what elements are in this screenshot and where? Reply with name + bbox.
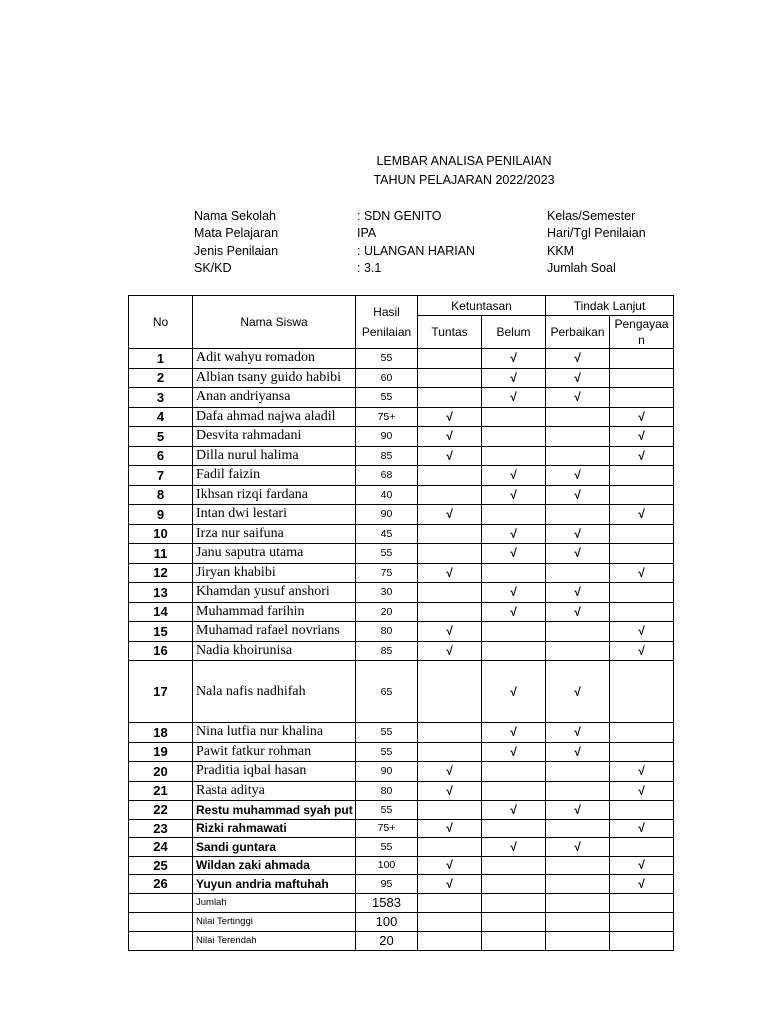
- tuntas-mark: √: [418, 563, 482, 583]
- row-number: 13: [129, 583, 193, 603]
- score-value: 90: [356, 505, 418, 525]
- perbaikan-mark: [546, 762, 610, 782]
- summary-blank: [546, 893, 610, 912]
- table-row: [129, 544, 674, 564]
- tuntas-mark: [418, 466, 482, 486]
- belum-mark: [482, 781, 546, 801]
- row-number: 9: [129, 505, 193, 525]
- header-pengayaan-line1: Pengayaa: [614, 317, 669, 331]
- belum-mark: √: [482, 723, 546, 743]
- pengayaan-mark: √: [610, 856, 674, 875]
- score-value: 55: [356, 723, 418, 743]
- pengayaan-mark: [610, 485, 674, 505]
- belum-mark: √: [482, 583, 546, 603]
- belum-mark: [482, 407, 546, 427]
- perbaikan-mark: √: [546, 544, 610, 564]
- student-name: Irza nur saifuna: [193, 524, 356, 544]
- row-number: 7: [129, 466, 193, 486]
- table-header-row: [129, 296, 674, 316]
- table-row: [129, 819, 674, 838]
- belum-mark: [482, 762, 546, 782]
- row-number: 1: [129, 349, 193, 369]
- belum-mark: √: [482, 661, 546, 723]
- score-value: 90: [356, 427, 418, 447]
- tuntas-mark: [418, 661, 482, 723]
- perbaikan-mark: √: [546, 661, 610, 723]
- info-label: SK/KD: [194, 261, 232, 275]
- perbaikan-mark: [546, 856, 610, 875]
- row-number: 4: [129, 407, 193, 427]
- belum-mark: [482, 446, 546, 466]
- pengayaan-mark: [610, 583, 674, 603]
- score-value: 65: [356, 661, 418, 723]
- pengayaan-mark: [610, 801, 674, 820]
- belum-mark: √: [482, 485, 546, 505]
- pengayaan-mark: [610, 544, 674, 564]
- header-ketuntasan: Ketuntasan: [418, 296, 546, 316]
- score-value: 55: [356, 838, 418, 857]
- summary-row: [129, 893, 674, 912]
- pengayaan-mark: [610, 602, 674, 622]
- row-number: 6: [129, 446, 193, 466]
- summary-value: 1583: [356, 893, 418, 912]
- info-label: Mata Pelajaran: [194, 226, 279, 240]
- tuntas-mark: [418, 349, 482, 369]
- row-number: 20: [129, 762, 193, 782]
- score-value: 75+: [356, 819, 418, 838]
- header-pengayaan-line2: n: [638, 333, 645, 347]
- table-row: [129, 466, 674, 486]
- tuntas-mark: √: [418, 505, 482, 525]
- pengayaan-mark: √: [610, 407, 674, 427]
- header-score-line2: Penilaian: [361, 325, 412, 339]
- tuntas-mark: [418, 388, 482, 408]
- belum-mark: √: [482, 368, 546, 388]
- perbaikan-mark: [546, 407, 610, 427]
- score-value: 75: [356, 563, 418, 583]
- header-pengayaan: [610, 316, 674, 349]
- score-value: 75+: [356, 407, 418, 427]
- tuntas-mark: √: [418, 781, 482, 801]
- perbaikan-mark: √: [546, 524, 610, 544]
- score-value: 85: [356, 641, 418, 661]
- tuntas-mark: √: [418, 819, 482, 838]
- student-name: Dafa ahmad najwa aladil: [193, 407, 356, 427]
- table-row: [129, 349, 674, 369]
- tuntas-mark: [418, 524, 482, 544]
- pengayaan-mark: √: [610, 446, 674, 466]
- student-name: Wildan zaki ahmada: [193, 856, 356, 875]
- student-name: Ikhsan rizqi fardana: [193, 485, 356, 505]
- perbaikan-mark: [546, 875, 610, 894]
- student-name: Dilla nurul halima: [193, 446, 356, 466]
- table-row: [129, 781, 674, 801]
- perbaikan-mark: √: [546, 602, 610, 622]
- info-label: Nama Sekolah: [194, 209, 276, 223]
- perbaikan-mark: √: [546, 485, 610, 505]
- score-value: 100: [356, 856, 418, 875]
- student-name: Muhamad rafael novrians: [193, 622, 356, 642]
- row-number: 18: [129, 723, 193, 743]
- summary-row: [129, 931, 674, 950]
- table-row: [129, 505, 674, 525]
- student-name: Nina lutfia nur khalina: [193, 723, 356, 743]
- perbaikan-mark: √: [546, 801, 610, 820]
- pengayaan-mark: √: [610, 819, 674, 838]
- pengayaan-mark: √: [610, 427, 674, 447]
- belum-mark: [482, 427, 546, 447]
- tuntas-mark: [418, 583, 482, 603]
- pengayaan-mark: [610, 661, 674, 723]
- summary-row: [129, 912, 674, 931]
- score-value: 95: [356, 875, 418, 894]
- header-no: No: [129, 296, 193, 349]
- perbaikan-mark: √: [546, 723, 610, 743]
- table-row: [129, 723, 674, 743]
- table-row: [129, 875, 674, 894]
- summary-blank: [418, 893, 482, 912]
- perbaikan-mark: √: [546, 583, 610, 603]
- belum-mark: √: [482, 742, 546, 762]
- belum-mark: √: [482, 466, 546, 486]
- table-row: [129, 742, 674, 762]
- info-right-label: Kelas/Semester: [547, 209, 636, 223]
- student-name: Intan dwi lestari: [193, 505, 356, 525]
- tuntas-mark: √: [418, 407, 482, 427]
- header-name: Nama Siswa: [193, 296, 356, 349]
- row-number: 15: [129, 622, 193, 642]
- row-number: 12: [129, 563, 193, 583]
- perbaikan-mark: √: [546, 349, 610, 369]
- tuntas-mark: √: [418, 762, 482, 782]
- tuntas-mark: √: [418, 427, 482, 447]
- summary-blank: [482, 931, 546, 950]
- tuntas-mark: [418, 742, 482, 762]
- perbaikan-mark: [546, 781, 610, 801]
- table-row: [129, 762, 674, 782]
- header-score-line1: Hasil: [373, 305, 400, 319]
- perbaikan-mark: √: [546, 388, 610, 408]
- score-value: 80: [356, 622, 418, 642]
- pengayaan-mark: [610, 388, 674, 408]
- header-tindak-lanjut: Tindak Lanjut: [546, 296, 674, 316]
- perbaikan-mark: √: [546, 742, 610, 762]
- summary-blank: [610, 912, 674, 931]
- table-row: [129, 485, 674, 505]
- row-number: 14: [129, 602, 193, 622]
- row-number: 8: [129, 485, 193, 505]
- summary-value: 20: [356, 931, 418, 950]
- score-value: 30: [356, 583, 418, 603]
- tuntas-mark: [418, 368, 482, 388]
- document-subtitle: TAHUN PELAJARAN 2022/2023: [373, 173, 555, 187]
- table-row: [129, 641, 674, 661]
- table-row: [129, 368, 674, 388]
- tuntas-mark: [418, 801, 482, 820]
- belum-mark: [482, 819, 546, 838]
- header-belum: Belum: [482, 316, 546, 349]
- belum-mark: [482, 505, 546, 525]
- summary-blank: [418, 931, 482, 950]
- row-number: 16: [129, 641, 193, 661]
- score-value: 85: [356, 446, 418, 466]
- belum-mark: [482, 641, 546, 661]
- table-row: [129, 563, 674, 583]
- pengayaan-mark: √: [610, 563, 674, 583]
- row-number: 2: [129, 368, 193, 388]
- summary-blank: [610, 931, 674, 950]
- student-name: Albian tsany guido habibi: [193, 368, 356, 388]
- student-name: Nala nafis nadhifah: [193, 661, 356, 723]
- perbaikan-mark: [546, 819, 610, 838]
- score-value: 55: [356, 388, 418, 408]
- pengayaan-mark: [610, 723, 674, 743]
- info-value: : 3.1: [357, 261, 382, 275]
- row-number: 23: [129, 819, 193, 838]
- summary-label: Jumlah: [193, 893, 356, 912]
- perbaikan-mark: [546, 427, 610, 447]
- student-name: Anan andriyansa: [193, 388, 356, 408]
- belum-mark: [482, 856, 546, 875]
- row-number: 17: [129, 661, 193, 723]
- belum-mark: √: [482, 602, 546, 622]
- table-row: [129, 602, 674, 622]
- perbaikan-mark: √: [546, 466, 610, 486]
- info-value: : ULANGAN HARIAN: [357, 244, 476, 258]
- row-number: 10: [129, 524, 193, 544]
- student-name: Sandi guntara: [193, 838, 356, 857]
- score-value: 80: [356, 781, 418, 801]
- perbaikan-mark: [546, 622, 610, 642]
- document-title: LEMBAR ANALISA PENILAIAN: [376, 154, 552, 168]
- pengayaan-mark: [610, 524, 674, 544]
- table-row: [129, 622, 674, 642]
- info-right-label: Jumlah Soal: [547, 261, 616, 275]
- row-number: 3: [129, 388, 193, 408]
- summary-blank: [418, 912, 482, 931]
- info-right-label: Hari/Tgl Penilaian: [547, 226, 646, 240]
- summary-blank: [482, 912, 546, 931]
- perbaikan-mark: [546, 446, 610, 466]
- score-value: 55: [356, 742, 418, 762]
- tuntas-mark: √: [418, 622, 482, 642]
- student-name: Janu saputra utama: [193, 544, 356, 564]
- belum-mark: √: [482, 349, 546, 369]
- pengayaan-mark: √: [610, 875, 674, 894]
- tuntas-mark: √: [418, 856, 482, 875]
- table-row: [129, 388, 674, 408]
- perbaikan-mark: [546, 563, 610, 583]
- pengayaan-mark: [610, 466, 674, 486]
- table-row: [129, 524, 674, 544]
- tuntas-mark: [418, 485, 482, 505]
- student-name: Nadia khoirunisa: [193, 641, 356, 661]
- score-value: 45: [356, 524, 418, 544]
- table-row: [129, 661, 674, 723]
- info-value: IPA: [357, 226, 377, 240]
- student-name: Restu muhammad syah put: [193, 801, 356, 820]
- pengayaan-mark: √: [610, 622, 674, 642]
- tuntas-mark: [418, 838, 482, 857]
- pengayaan-mark: [610, 349, 674, 369]
- summary-label: Nilai Tertinggi: [193, 912, 356, 931]
- tuntas-mark: [418, 723, 482, 743]
- student-name: Muhammad farihin: [193, 602, 356, 622]
- student-name: Adit wahyu romadon: [193, 349, 356, 369]
- tuntas-mark: [418, 544, 482, 564]
- pengayaan-mark: √: [610, 781, 674, 801]
- row-number: 19: [129, 742, 193, 762]
- score-value: 20: [356, 602, 418, 622]
- belum-mark: √: [482, 801, 546, 820]
- row-number: 26: [129, 875, 193, 894]
- score-value: 55: [356, 349, 418, 369]
- table-row: [129, 801, 674, 820]
- row-number: 5: [129, 427, 193, 447]
- student-name: Desvita rahmadani: [193, 427, 356, 447]
- belum-mark: √: [482, 838, 546, 857]
- perbaikan-mark: [546, 505, 610, 525]
- table-row: [129, 427, 674, 447]
- row-number: 25: [129, 856, 193, 875]
- score-value: 60: [356, 368, 418, 388]
- student-name: Fadil faizin: [193, 466, 356, 486]
- row-number: 21: [129, 781, 193, 801]
- belum-mark: √: [482, 524, 546, 544]
- score-value: 40: [356, 485, 418, 505]
- belum-mark: [482, 563, 546, 583]
- score-value: 55: [356, 801, 418, 820]
- info-right-label: KKM: [547, 244, 575, 258]
- perbaikan-mark: √: [546, 368, 610, 388]
- summary-label: Nilai Terendah: [193, 931, 356, 950]
- score-value: 68: [356, 466, 418, 486]
- perbaikan-mark: √: [546, 838, 610, 857]
- belum-mark: √: [482, 388, 546, 408]
- pengayaan-mark: √: [610, 762, 674, 782]
- table-row: [129, 583, 674, 603]
- table-row: [129, 407, 674, 427]
- summary-blank: [129, 931, 193, 950]
- table-row: [129, 838, 674, 857]
- score-value: 55: [356, 544, 418, 564]
- info-value: : SDN GENITO: [357, 209, 442, 223]
- pengayaan-mark: [610, 838, 674, 857]
- pengayaan-mark: [610, 742, 674, 762]
- student-name: Pawit fatkur rohman: [193, 742, 356, 762]
- pengayaan-mark: √: [610, 641, 674, 661]
- row-number: 22: [129, 801, 193, 820]
- row-number: 11: [129, 544, 193, 564]
- header-score: [356, 296, 418, 349]
- summary-blank: [546, 931, 610, 950]
- score-value: 90: [356, 762, 418, 782]
- summary-blank: [129, 893, 193, 912]
- student-name: Khamdan yusuf anshori: [193, 583, 356, 603]
- student-name: Rasta aditya: [193, 781, 356, 801]
- tuntas-mark: √: [418, 641, 482, 661]
- student-name: Praditia iqbal hasan: [193, 762, 356, 782]
- tuntas-mark: [418, 602, 482, 622]
- row-number: 24: [129, 838, 193, 857]
- header-perbaikan: Perbaikan: [546, 316, 610, 349]
- belum-mark: √: [482, 544, 546, 564]
- table-row: [129, 446, 674, 466]
- summary-blank: [610, 893, 674, 912]
- student-name: Yuyun andria maftuhah: [193, 875, 356, 894]
- tuntas-mark: √: [418, 446, 482, 466]
- student-name: Rizki rahmawati: [193, 819, 356, 838]
- student-name: Jiryan khabibi: [193, 563, 356, 583]
- pengayaan-mark: √: [610, 505, 674, 525]
- assessment-table: [128, 295, 674, 951]
- pengayaan-mark: [610, 368, 674, 388]
- table-row: [129, 856, 674, 875]
- tuntas-mark: √: [418, 875, 482, 894]
- summary-blank: [129, 912, 193, 931]
- belum-mark: [482, 875, 546, 894]
- info-label: Jenis Penilaian: [194, 244, 279, 258]
- perbaikan-mark: [546, 641, 610, 661]
- belum-mark: [482, 622, 546, 642]
- summary-blank: [546, 912, 610, 931]
- header-tuntas: Tuntas: [418, 316, 482, 349]
- summary-blank: [482, 893, 546, 912]
- summary-value: 100: [356, 912, 418, 931]
